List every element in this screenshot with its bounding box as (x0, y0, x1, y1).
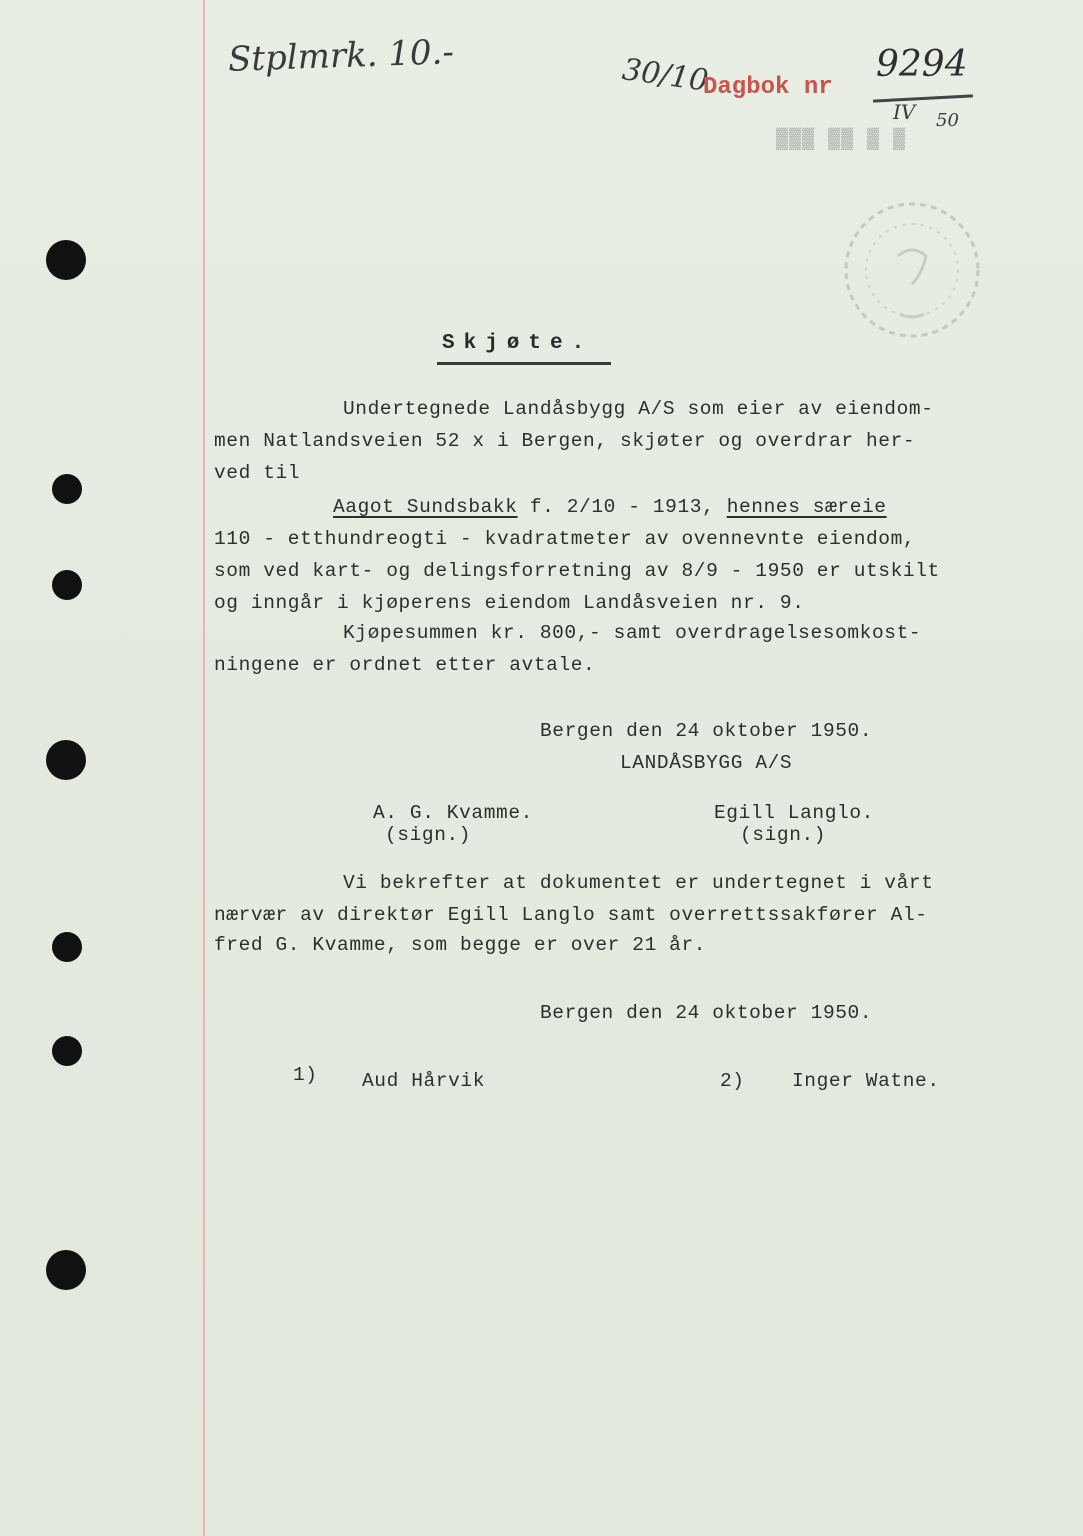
witness-name: Inger Watne. (792, 1070, 940, 1092)
punch-hole (52, 474, 82, 504)
faint-date-stamp: ▓▓▓ ▓▓ ▓ ▓ (776, 128, 907, 151)
body-line: 110 - etthundreogti - kvadratmeter av ovennevnte eiendom, (214, 528, 916, 550)
witness-line: fred G. Kvamme, som begge er over 21 år. (214, 934, 707, 956)
punch-hole (52, 932, 82, 962)
signatory-sign: (sign.) (385, 824, 472, 846)
punch-hole (46, 740, 86, 780)
signatory-name: A. G. Kvamme. (373, 802, 533, 824)
buyer-line (333, 494, 887, 520)
buyer-birth: f. 2/10 - 1913, (529, 496, 715, 518)
buyer-property: hennes særeie (726, 496, 887, 518)
body-line: ningene er ordnet etter avtale. (214, 654, 596, 676)
handwritten-register-date: 30/10 (619, 52, 711, 99)
register-label: Dagbok nr (703, 74, 833, 101)
signatory-sign: (sign.) (740, 824, 827, 846)
punch-hole (46, 1250, 86, 1290)
place-date: Bergen den 24 oktober 1950. (540, 720, 873, 742)
document-title: Skjøte. (442, 332, 594, 355)
register-year: 50 (936, 110, 959, 131)
handwritten-stamp-duty: Stplmrk. 10.- (227, 32, 455, 80)
margin-line (203, 0, 205, 1536)
body-line: men Natlandsveien 52 x i Bergen, skjøter og overdrar her- (214, 430, 916, 452)
witness-number: 1) (293, 1064, 318, 1086)
punch-hole (46, 240, 86, 280)
body-line: Kjøpesummen kr. 800,- samt overdragelsesomkost- (343, 622, 922, 644)
witness-line: Vi bekrefter at dokumentet er undertegnet i vårt (343, 872, 934, 894)
register-roman-month: IV (893, 100, 916, 124)
signatory-name: Egill Langlo. (714, 802, 874, 824)
witness-name: Aud Hårvik (362, 1070, 486, 1092)
company-name: LANDÅSBYGG A/S (620, 752, 793, 774)
punch-hole (52, 570, 82, 600)
body-line: som ved kart- og delingsforretning av 8/9 - 1950 er utskilt (214, 560, 940, 582)
punch-hole (52, 1036, 82, 1066)
buyer-name: Aagot Sundsbakk (333, 496, 518, 518)
witness-line: nærvær av direktør Egill Langlo samt overrettssakfører Al- (214, 904, 928, 926)
embossed-seal-icon (838, 196, 986, 344)
body-line: og inngår i kjøperens eiendom Landåsveien nr. 9. (214, 592, 805, 614)
register-number-underline (873, 94, 973, 102)
place-date: Bergen den 24 oktober 1950. (540, 1002, 873, 1024)
body-line: ved til (214, 462, 301, 484)
title-underline (437, 362, 611, 365)
body-line: Undertegnede Landåsbygg A/S som eier av eiendom- (343, 398, 934, 420)
register-number: 9294 (876, 44, 968, 85)
witness-number: 2) (720, 1070, 745, 1092)
